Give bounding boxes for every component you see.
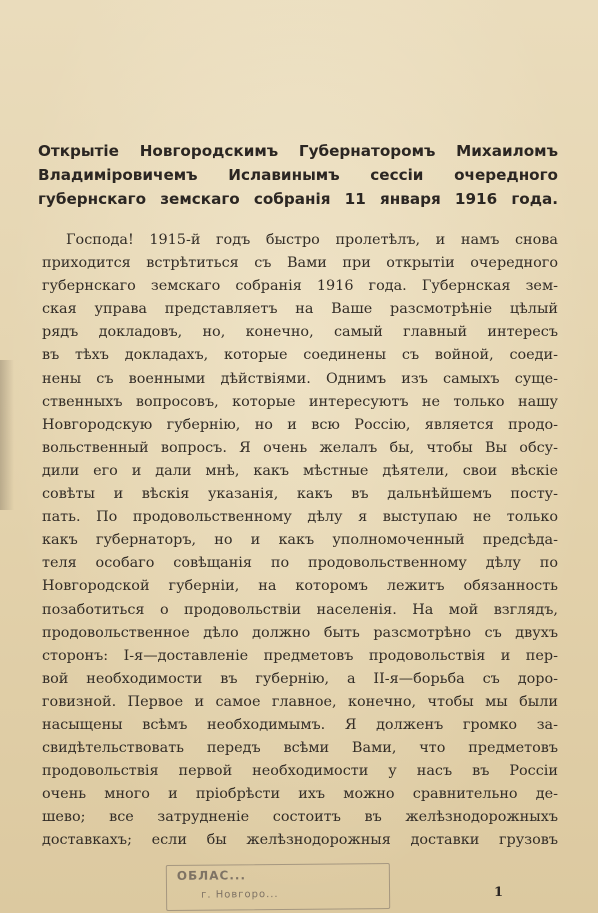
stamp-line: ОБЛАС... [176, 868, 247, 883]
text-line: ская управа представляетъ на Ваше разсмотрѣніе цѣлый [42, 301, 558, 318]
text-line: очень много и пріобрѣсти ихъ можно сравнительно де- [42, 786, 558, 803]
text-line: говизной. Первое и самое главное, конечно, чтобы мы были [42, 693, 558, 710]
body-paragraph [42, 229, 558, 853]
heading-line: губернскаго земскаго собранія 11 января 1916 года. [38, 190, 558, 208]
text-line: доставкахъ; если бы желѣзнодорожныя доставки грузовъ [42, 832, 558, 849]
text-line: Новгородской губерніи, на которомъ лежитъ обязанность [42, 578, 558, 595]
text-line: рядъ докладовъ, но, конечно, самый главный интересъ [42, 324, 558, 341]
text-line: нены съ военными дѣйствіями. Однимъ изъ самыхъ суще- [42, 370, 558, 387]
text-line: Новгородскую губернію, но и всю Россію, является продо- [42, 416, 558, 433]
page-number: 1 [494, 885, 504, 900]
text-line: приходится встрѣтиться съ Вами при открытіи очередного [42, 255, 558, 272]
text-line: теля особаго совѣщанія по продовольственному дѣлу по [42, 555, 558, 572]
text-line: насыщены всѣмъ необходимымъ. Я долженъ громко за- [42, 716, 558, 733]
text-line: въ тѣхъ докладахъ, которые соединены съ войной, соеди- [42, 347, 558, 364]
text-line: продовольственное дѣло должно быть разсмотрѣно съ двухъ [42, 624, 558, 641]
heading-line: Открытіе Новгородскимъ Губернаторомъ Михаиломъ [38, 142, 558, 160]
stamp-line: г. Новгоро... [201, 888, 279, 901]
text-line: сторонъ: І-я—доставленіе предметовъ продовольствія и пер- [42, 647, 558, 664]
text-line: позаботиться о продовольствіи населенія. На мой взглядъ, [42, 601, 558, 618]
text-line: Господа! 1915-й годъ быстро пролетѣлъ, и намъ снова [66, 232, 558, 248]
text-line: губернскаго земскаго собранія 1916 года. Губернская зем- [42, 278, 558, 295]
text-line: совѣты и вѣскія указанія, какъ въ дальнѣйшемъ посту- [42, 486, 558, 503]
text-line: вольственный вопросъ. Я очень желалъ бы, чтобы Вы обсу- [42, 439, 558, 456]
library-stamp [166, 863, 390, 911]
text-line: дили его и дали мнѣ, какъ мѣстные дѣятели, свои вѣскіе [42, 462, 558, 479]
heading-line: Владиміровичемъ Иславинымъ сессіи очередного [38, 166, 558, 184]
text-line: шево; все затрудненіе состоитъ въ желѣзнодорожныхъ [42, 809, 558, 826]
text-line: свидѣтельствовать передъ всѣми Вами, что предметовъ [42, 740, 558, 757]
text-line: пать. По продовольственному дѣлу я выступаю не только [42, 509, 558, 526]
text-line: продовольствія первой необходимости у насъ въ Россіи [42, 763, 558, 780]
text-line: вой необходимости въ губернію, а ІІ-я—борьба съ доро- [42, 670, 558, 687]
page-edge-shadow [0, 360, 14, 510]
section-heading [38, 139, 558, 211]
text-line: ственныхъ вопросовъ, которые интересуютъ не только нашу [42, 393, 558, 410]
text-line: какъ губернаторъ, но и какъ уполномоченный предсѣда- [42, 532, 558, 549]
